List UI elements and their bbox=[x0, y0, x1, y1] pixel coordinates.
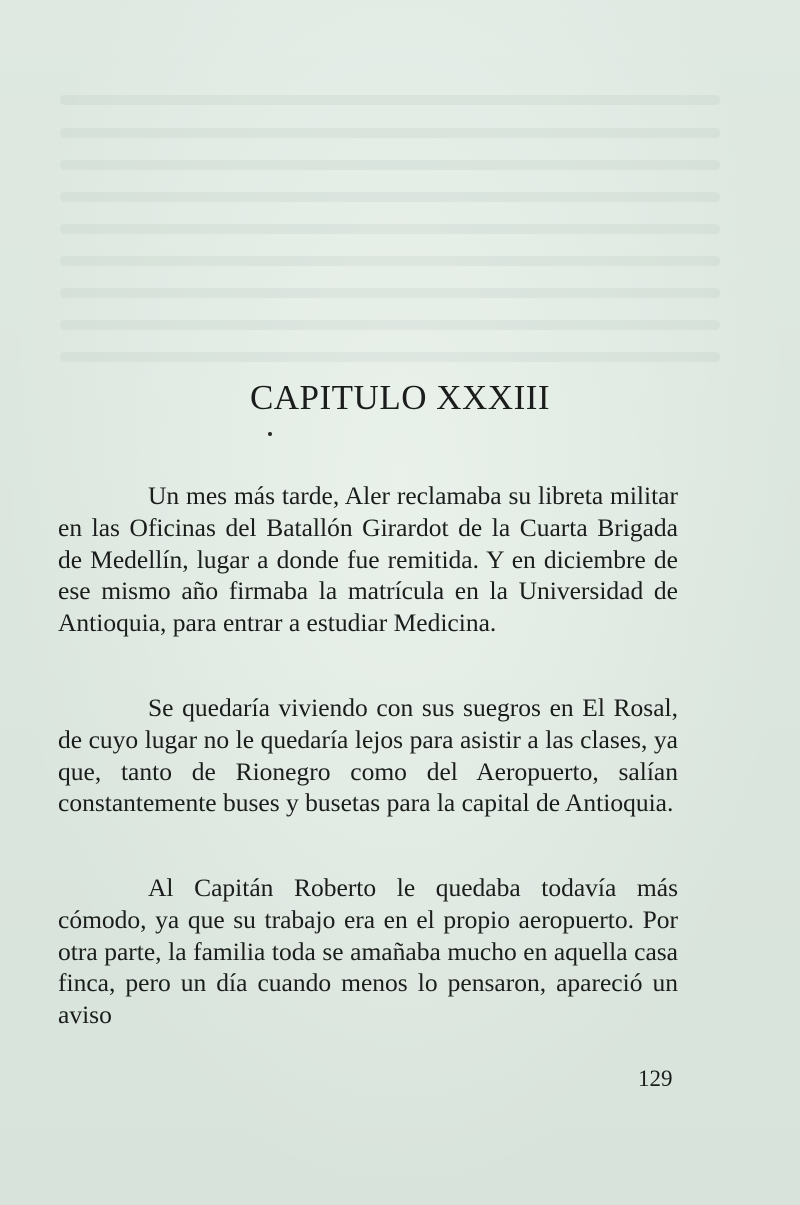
chapter-title: CAPITULO XXXIII bbox=[249, 378, 551, 417]
bleed-through-line bbox=[60, 128, 720, 138]
bleed-through-line bbox=[60, 95, 720, 105]
bleed-through-line bbox=[60, 160, 720, 170]
bleed-through-line bbox=[60, 192, 720, 202]
bleed-through-line bbox=[60, 288, 720, 298]
page-number: 129 bbox=[638, 1066, 673, 1091]
paragraph: Al Capitán Roberto le quedaba todavía más cómodo, ya que su trabajo era en el propio aeropuerto. Por otra parte, la familia toda se amañaba mucho en aquella casa finca, pero un día cuando menos lo pensaron, apareció un aviso bbox=[58, 873, 678, 1030]
paragraph: Un mes más tarde, Aler reclamaba su libreta militar en las Oficinas del Batallón Girardot de la Cuarta Brigada de Medellín, lugar a donde fue remitida. Y en diciembre de ese mismo año firmaba la matrícula en la Universidad de Antioquia, para entrar a estudiar Medicina. bbox=[58, 481, 678, 638]
bleed-through-line bbox=[60, 224, 720, 234]
ornament-dot bbox=[268, 432, 272, 436]
paragraph: Se quedaría viviendo con sus suegros en El Rosal, de cuyo lugar no le quedaría lejos para asistir a las clases, ya que, tanto de Rionegro como del Aeropuerto, salían constantemente buses y busetas para la capital de Antioquia. bbox=[58, 693, 678, 818]
bleed-through-line bbox=[60, 352, 720, 362]
bleed-through-line bbox=[60, 320, 720, 330]
bleed-through-line bbox=[60, 256, 720, 266]
